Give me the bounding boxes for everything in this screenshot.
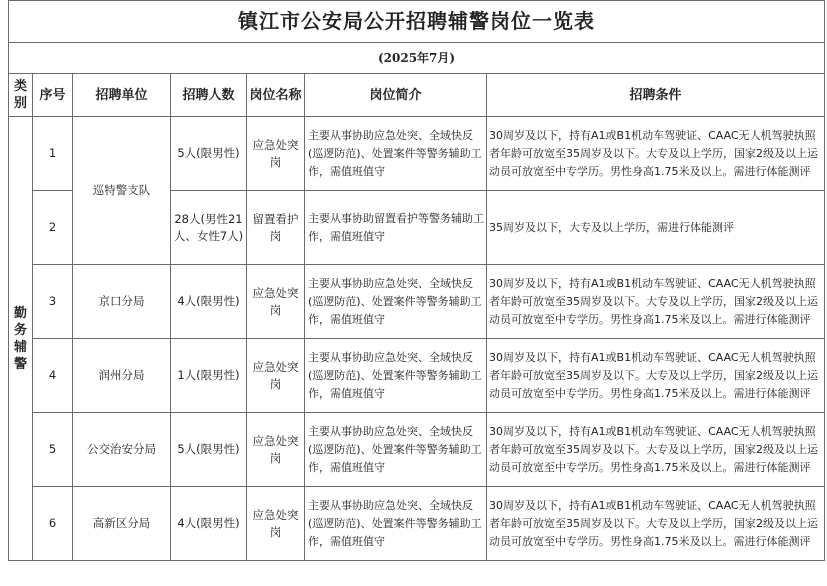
conditions-cell: 30周岁及以下，持有A1或B1机动车驾驶证、CAAC无人机驾驶执照者年龄可放宽至35周岁及以下。大专及以上学历，国家2级及以上运动员可放宽至中专学历。男性身高1.75米及以上。需进行体能测评 — [487, 265, 825, 339]
seq-cell: 4 — [33, 339, 73, 413]
post-cell: 应急处突岗 — [247, 339, 305, 413]
table-row — [9, 117, 825, 191]
conditions-cell: 30周岁及以下，持有A1或B1机动车驾驶证、CAAC无人机驾驶执照者年龄可放宽至35周岁及以下。大专及以上学历，国家2级及以上运动员可放宽至中专学历。男性身高1.75米及以上。需进行体能测评 — [487, 339, 825, 413]
header-row — [9, 74, 825, 117]
post-cell: 应急处突岗 — [247, 413, 305, 487]
intro-cell: 主要从事协助留置看护等警务辅助工作，需值班值守 — [305, 191, 487, 265]
category-label: 勤务辅警 — [13, 305, 27, 372]
intro-cell: 主要从事协助应急处突、全域快反(巡逻防范)、处置案件等警务辅助工作，需值班值守 — [305, 487, 487, 561]
post-cell: 留置看护岗 — [247, 191, 305, 265]
count-cell: 4人(限男性) — [171, 265, 247, 339]
conditions-cell: 35周岁及以下，大专及以上学历，需进行体能测评 — [487, 191, 825, 265]
post-cell: 应急处突岗 — [247, 487, 305, 561]
seq-cell: 6 — [33, 487, 73, 561]
intro-cell: 主要从事协助应急处突、全域快反(巡逻防范)、处置案件等警务辅助工作，需值班值守 — [305, 117, 487, 191]
conditions-cell: 30周岁及以下，持有A1或B1机动车驾驶证、CAAC无人机驾驶执照者年龄可放宽至35周岁及以下。大专及以上学历，国家2级及以上运动员可放宽至中专学历。男性身高1.75米及以上。需进行体能测评 — [487, 487, 825, 561]
unit-cell: 润州分局 — [73, 339, 171, 413]
count-cell: 5人(限男性) — [171, 413, 247, 487]
seq-cell: 2 — [33, 191, 73, 265]
header-conditions: 招聘条件 — [487, 74, 825, 117]
count-cell: 1人(限男性) — [171, 339, 247, 413]
intro-cell: 主要从事协助应急处突、全域快反(巡逻防范)、处置案件等警务辅助工作，需值班值守 — [305, 413, 487, 487]
header-intro: 岗位简介 — [305, 74, 487, 117]
category-cell — [9, 117, 33, 561]
seq-cell: 3 — [33, 265, 73, 339]
table-row — [9, 339, 825, 413]
seq-cell: 1 — [33, 117, 73, 191]
header-seq: 序号 — [33, 74, 73, 117]
header-category: 类别 — [9, 74, 33, 117]
post-cell: 应急处突岗 — [247, 117, 305, 191]
count-cell: 28人(男性21人、女性7人) — [171, 191, 247, 265]
table-row — [9, 265, 825, 339]
page-title: 镇江市公安局公开招聘辅警岗位一览表 — [9, 1, 825, 43]
unit-cell: 高新区分局 — [73, 487, 171, 561]
header-count: 招聘人数 — [171, 74, 247, 117]
conditions-cell: 30周岁及以下，持有A1或B1机动车驾驶证、CAAC无人机驾驶执照者年龄可放宽至35周岁及以下。大专及以上学历，国家2级及以上运动员可放宽至中专学历。男性身高1.75米及以上。需进行体能测评 — [487, 117, 825, 191]
count-cell: 5人(限男性) — [171, 117, 247, 191]
unit-cell: 公交治安分局 — [73, 413, 171, 487]
recruitment-table — [8, 0, 825, 561]
intro-cell: 主要从事协助应急处突、全域快反(巡逻防范)、处置案件等警务辅助工作，需值班值守 — [305, 265, 487, 339]
table-row — [9, 413, 825, 487]
seq-cell: 5 — [33, 413, 73, 487]
post-cell: 应急处突岗 — [247, 265, 305, 339]
unit-cell: 京口分局 — [73, 265, 171, 339]
table-row — [9, 487, 825, 561]
date-subtitle: (2025年7月) — [9, 43, 825, 74]
header-unit: 招聘单位 — [73, 74, 171, 117]
count-cell: 4人(限男性) — [171, 487, 247, 561]
header-post: 岗位名称 — [247, 74, 305, 117]
unit-cell: 巡特警支队 — [73, 117, 171, 265]
intro-cell: 主要从事协助应急处突、全域快反(巡逻防范)、处置案件等警务辅助工作，需值班值守 — [305, 339, 487, 413]
conditions-cell: 30周岁及以下，持有A1或B1机动车驾驶证、CAAC无人机驾驶执照者年龄可放宽至35周岁及以下。大专及以上学历，国家2级及以上运动员可放宽至中专学历。男性身高1.75米及以上。需进行体能测评 — [487, 413, 825, 487]
